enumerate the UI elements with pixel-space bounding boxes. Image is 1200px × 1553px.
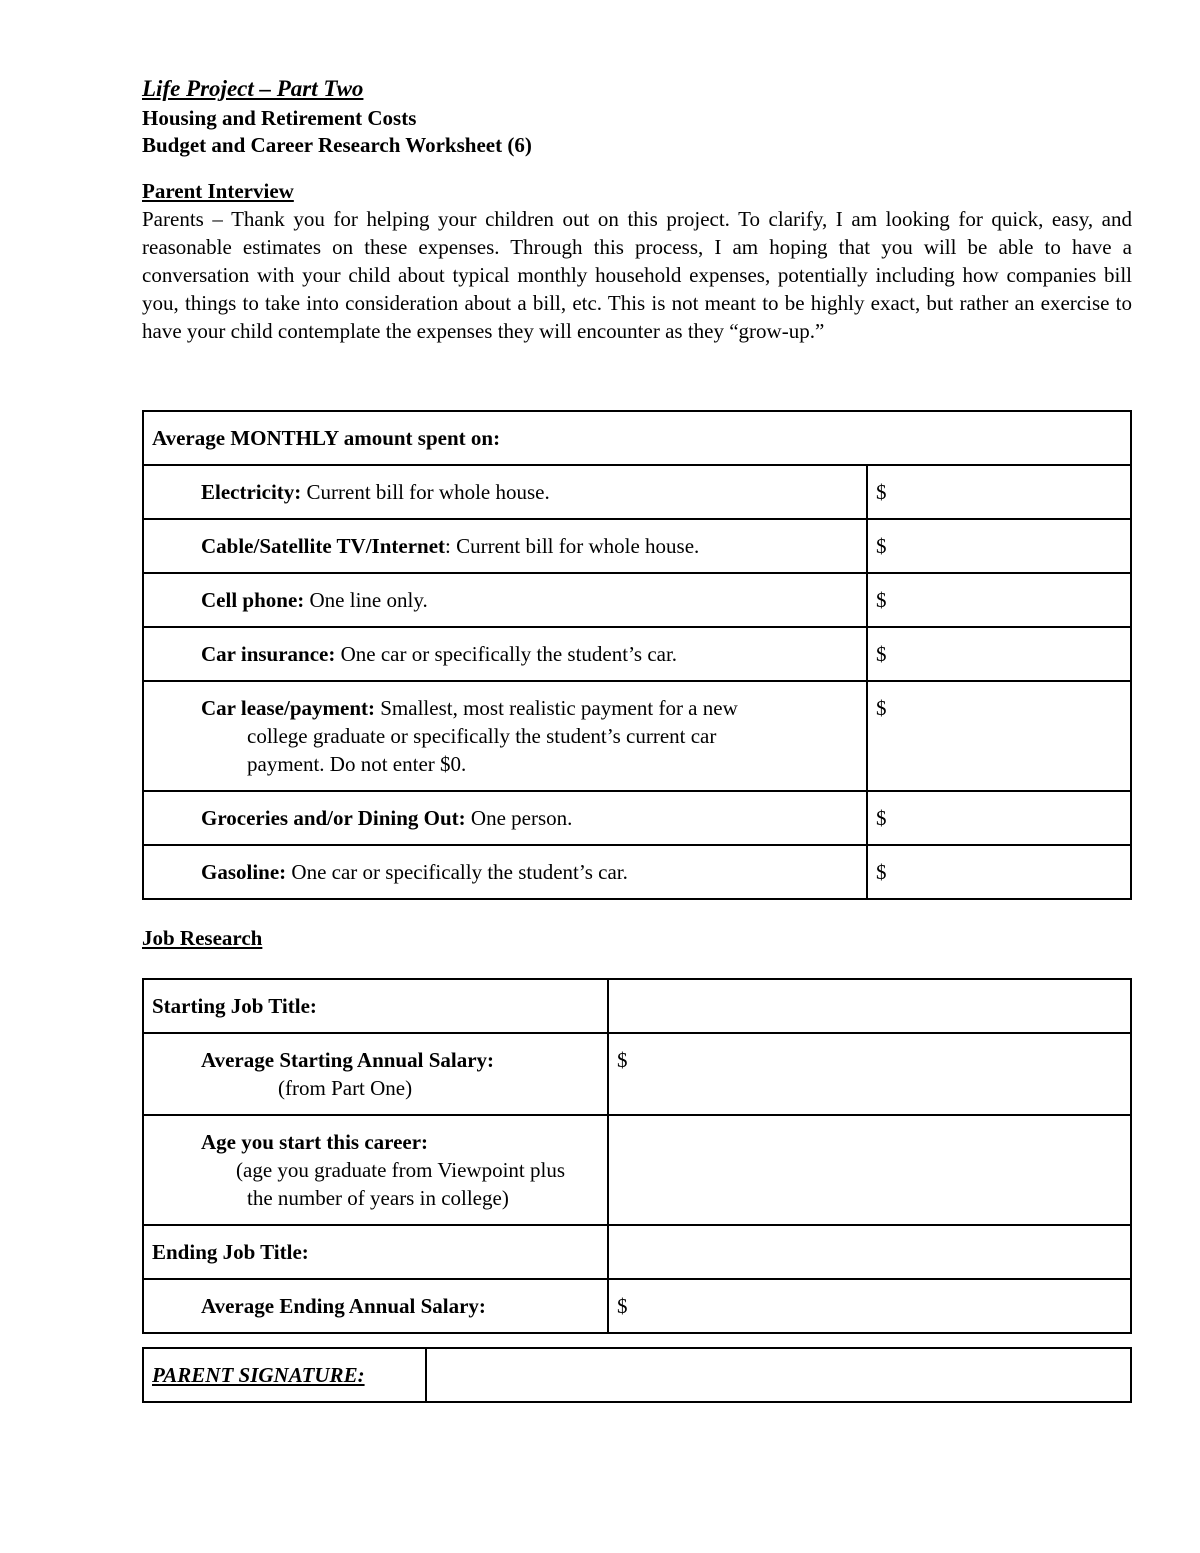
- job-research-heading: Job Research: [142, 926, 263, 950]
- parent-signature-label: PARENT SIGNATURE:: [152, 1363, 365, 1387]
- expenses-header: Average MONTHLY amount spent on:: [152, 426, 501, 450]
- amount-field-car-lease[interactable]: [868, 682, 1130, 734]
- expense-label: Cell phone:: [201, 588, 305, 612]
- expense-label: Gasoline:: [201, 860, 287, 884]
- table-row: [143, 519, 1131, 573]
- expense-desc: One line only.: [304, 588, 428, 612]
- table-row: [143, 1279, 1131, 1333]
- start-age-note-1: (age you graduate from Viewpoint plus: [236, 1158, 566, 1182]
- amount-field-cell-phone[interactable]: [868, 574, 1130, 626]
- currency-symbol: $: [617, 1294, 628, 1318]
- amount-field-cable[interactable]: [868, 520, 1130, 572]
- parent-interview-text: Parents – Thank you for helping your children out on this project. To clarify, I am looking for quick, easy, and reasonable estimates on these expenses. Through this process, I am hoping that you will be able to have a conversation with your child about typical monthly household expenses, potentially including how companies bill you, things to take into consideration about a bill, etc. This is not meant to be highly exact, but rather an exercise to have your child contemplate the expenses they will encounter as they “grow-up.”: [142, 207, 1132, 343]
- ending-salary-label: Average Ending Annual Salary:: [201, 1294, 486, 1318]
- table-row: [143, 681, 1131, 791]
- expense-desc: Smallest, most realistic payment for a new: [375, 696, 738, 720]
- expense-desc: One car or specifically the student’s car.: [335, 642, 678, 666]
- ending-job-title-field[interactable]: [609, 1226, 1130, 1278]
- table-row: [143, 1115, 1131, 1225]
- job-research-table: [142, 978, 1132, 1334]
- parent-signature-field[interactable]: [427, 1349, 1130, 1401]
- table-row: [143, 791, 1131, 845]
- starting-salary-note: (from Part One): [278, 1076, 413, 1100]
- currency-symbol: $: [876, 642, 887, 666]
- table-row: [143, 1225, 1131, 1279]
- expense-desc: : Current bill for whole house.: [445, 534, 700, 558]
- start-age-note-2: the number of years in college): [247, 1186, 509, 1210]
- table-row: [143, 1348, 1131, 1402]
- monthly-expenses-table: [142, 410, 1132, 900]
- amount-field-gasoline[interactable]: [868, 846, 1130, 898]
- table-row: [143, 845, 1131, 899]
- expense-label: Car lease/payment:: [201, 696, 375, 720]
- expense-desc: Current bill for whole house.: [301, 480, 550, 504]
- expense-label: Groceries and/or Dining Out:: [201, 806, 466, 830]
- worksheet-page: [142, 72, 1132, 1387]
- ending-salary-field[interactable]: [609, 1280, 1130, 1332]
- signature-table: [142, 1347, 1132, 1403]
- currency-symbol: $: [876, 696, 887, 720]
- currency-symbol: $: [876, 806, 887, 830]
- start-age-field[interactable]: [609, 1116, 1130, 1168]
- expense-label: Electricity:: [201, 480, 302, 504]
- amount-field-groceries[interactable]: [868, 792, 1130, 844]
- page-subtitle-1: Housing and Retirement Costs: [142, 106, 417, 130]
- currency-symbol: $: [876, 588, 887, 612]
- table-row: [143, 627, 1131, 681]
- expense-desc-line-3: payment. Do not enter $0.: [247, 752, 467, 776]
- expense-desc-line-2: college graduate or specifically the student’s current car: [247, 724, 717, 748]
- start-age-label: Age you start this career:: [201, 1130, 429, 1154]
- amount-field-car-insurance[interactable]: [868, 628, 1130, 680]
- expense-label: Cable/Satellite TV/Internet: [201, 534, 446, 558]
- page-title: Life Project – Part Two: [142, 76, 364, 101]
- table-row: [143, 979, 1131, 1033]
- currency-symbol: $: [876, 480, 887, 504]
- page-subtitle-2: Budget and Career Research Worksheet (6): [142, 133, 532, 157]
- expense-desc: One car or specifically the student’s car.: [286, 860, 628, 884]
- starting-salary-label: Average Starting Annual Salary:: [201, 1048, 495, 1072]
- expense-label: Car insurance:: [201, 642, 336, 666]
- expense-desc: One person.: [465, 806, 573, 830]
- table-row: [143, 573, 1131, 627]
- table-header-row: [143, 411, 1131, 465]
- starting-job-title-field[interactable]: [609, 980, 1130, 1032]
- currency-symbol: $: [876, 534, 887, 558]
- currency-symbol: $: [617, 1048, 628, 1072]
- starting-salary-field[interactable]: [609, 1034, 1130, 1086]
- table-row: [143, 465, 1131, 519]
- starting-job-title-label: Starting Job Title:: [152, 994, 317, 1018]
- table-row: [143, 1033, 1131, 1115]
- parent-interview-heading: Parent Interview: [142, 179, 294, 203]
- ending-job-title-label: Ending Job Title:: [152, 1240, 309, 1264]
- currency-symbol: $: [876, 860, 887, 884]
- amount-field-electricity[interactable]: [868, 466, 1130, 518]
